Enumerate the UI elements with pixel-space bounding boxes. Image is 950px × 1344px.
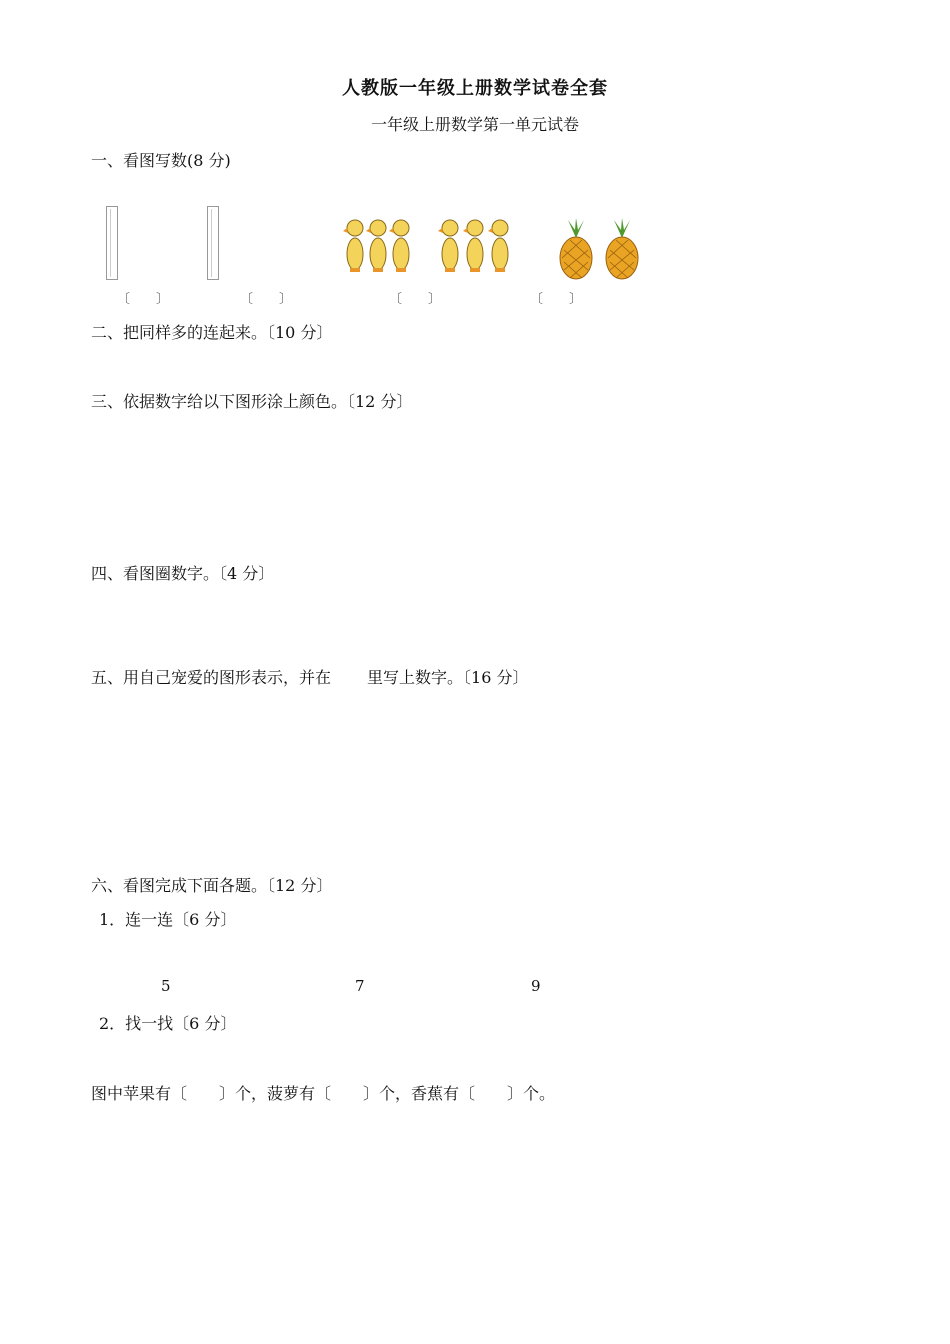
section-4-heading: 四、看图圈数字。〔4 分〕 xyxy=(91,564,275,583)
counting-stick-1 xyxy=(106,206,118,280)
duck-icon xyxy=(488,220,508,272)
duck-icon xyxy=(366,220,386,272)
duck-group-1 xyxy=(343,206,413,278)
page-subtitle: 一年级上册数学第一单元试卷 xyxy=(370,115,579,134)
section-6-heading: 六、看图完成下面各题。〔12 分〕 xyxy=(91,876,333,895)
duck-icon xyxy=(463,220,483,272)
section-1-heading: 一、看图写数(8 分) xyxy=(91,151,231,170)
pineapple-icon xyxy=(560,218,592,279)
answer-blank-1[interactable]: 〔 〕 xyxy=(117,292,170,307)
duck-icon xyxy=(389,220,409,272)
fill-in-sentence[interactable]: 图中苹果有〔 〕个，菠萝有〔 〕个，香蕉有〔 〕个。 xyxy=(91,1084,556,1103)
page-title: 人教版一年级上册数学试卷全套 xyxy=(342,78,608,99)
answer-blank-2[interactable]: 〔 〕 xyxy=(240,292,293,307)
section-6-part-1: 1．连一连〔6 分〕 xyxy=(99,910,237,929)
pineapple-group xyxy=(556,218,644,282)
pineapple-icon xyxy=(606,218,638,279)
duck-icon xyxy=(438,220,458,272)
section-5-text-start: 五、用自己宠爱的图形表示，并在 xyxy=(91,668,332,687)
number-5: 5 xyxy=(161,977,171,995)
section-6-part-2: 2．找一找〔6 分〕 xyxy=(99,1014,237,1033)
duck-group-2 xyxy=(437,206,513,278)
section-5-heading xyxy=(91,665,528,688)
answer-blank-4[interactable]: 〔 〕 xyxy=(530,292,583,307)
section-3-heading: 三、依据数字给以下图形涂上颜色。〔12 分〕 xyxy=(91,392,413,411)
counting-stick-2 xyxy=(207,206,219,280)
number-7: 7 xyxy=(355,977,365,995)
duck-icon xyxy=(343,220,363,272)
section-2-heading: 二、把同样多的连起来。〔10 分〕 xyxy=(91,323,333,342)
answer-blank-3[interactable]: 〔 〕 xyxy=(389,292,442,307)
section-5-text-end: 里写上数字。〔16 分〕 xyxy=(367,668,529,687)
number-9: 9 xyxy=(531,977,541,995)
